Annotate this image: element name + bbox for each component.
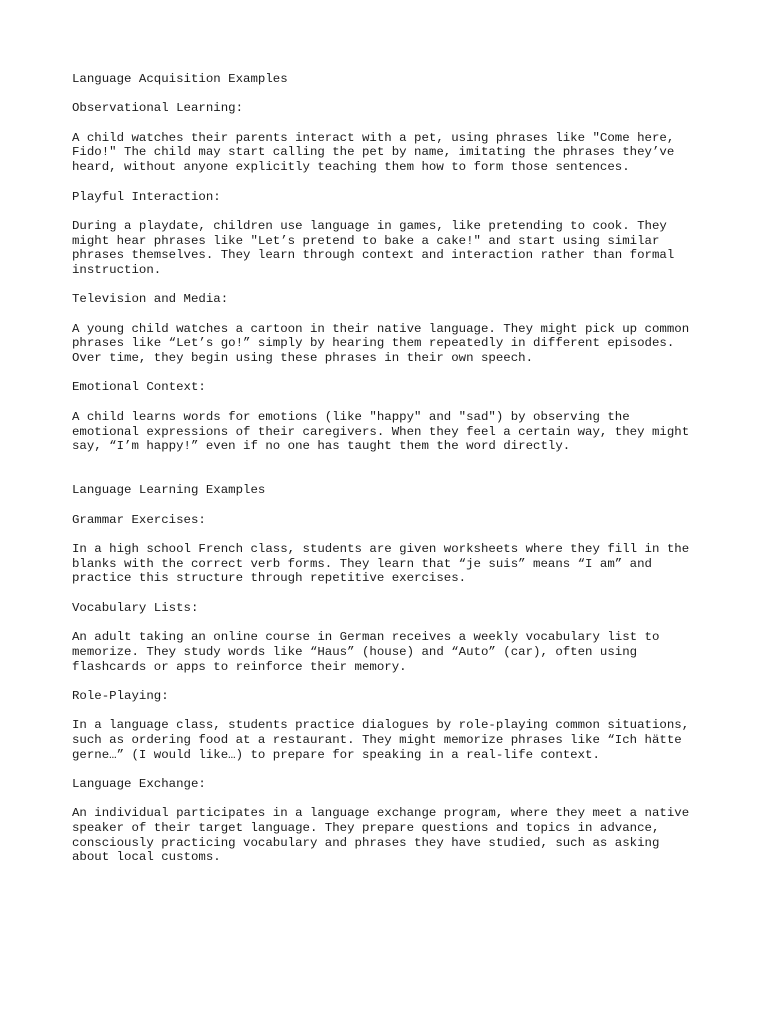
paragraph-line: phrases like “Let’s go!” simply by hearing them repeatedly in different episodes. <box>72 336 675 351</box>
paragraph-line: consciously practicing vocabulary and phrases they have studied, such as asking <box>72 835 660 850</box>
paragraph-line: blanks with the correct verb forms. They learn that “je suis” means “I am” and <box>72 556 652 571</box>
paragraph-line: emotional expressions of their caregivers. When they feel a certain way, they might <box>72 424 690 439</box>
example-heading: Playful Interaction: <box>72 189 221 204</box>
section-title: Language Learning Examples <box>72 483 266 498</box>
paragraph-line: phrases themselves. They learn through context and interaction rather than formal <box>72 248 675 263</box>
paragraph-line: say, “I’m happy!” even if no one has taught them the word directly. <box>72 439 571 454</box>
example-heading: Television and Media: <box>72 292 229 307</box>
example-paragraph <box>72 219 712 278</box>
paragraph-line: speaker of their target language. They prepare questions and topics in advance, <box>72 821 660 836</box>
section-title: Language Acquisition Examples <box>72 72 288 86</box>
example-paragraph <box>72 410 712 454</box>
example-block <box>72 777 712 865</box>
example-block <box>72 513 712 586</box>
paragraph-line: A child learns words for emotions (like "happy" and "sad") by observing the <box>72 409 630 424</box>
example-heading: Role-Playing: <box>72 688 169 703</box>
example-heading: Language Exchange: <box>72 777 206 791</box>
example-heading: Grammar Exercises: <box>72 512 206 527</box>
paragraph-line: An individual participates in a language exchange program, where they meet a native <box>72 806 690 821</box>
section-spacer <box>72 469 712 484</box>
example-paragraph <box>72 542 712 586</box>
example-block <box>72 380 712 453</box>
paragraph-line: memorize. They study words like “Haus” (house) and “Auto” (car), often using <box>72 644 638 659</box>
example-block <box>72 190 712 278</box>
paragraph-line: practice this structure through repetitive exercises. <box>72 571 467 586</box>
paragraph-line: An adult taking an online course in German receives a weekly vocabulary list to <box>72 630 660 645</box>
paragraph-line: heard, without anyone explicitly teaching them how to form those sentences. <box>72 160 630 175</box>
paragraph-line: about local customs. <box>72 850 221 865</box>
example-block <box>72 689 712 762</box>
paragraph-line: A young child watches a cartoon in their native language. They might pick up common <box>72 321 690 336</box>
paragraph-line: In a high school French class, students are given worksheets where they fill in the <box>72 542 690 556</box>
example-paragraph <box>72 131 712 175</box>
example-block <box>72 601 712 674</box>
paragraph-line: flashcards or apps to reinforce their memory. <box>72 659 407 674</box>
example-block <box>72 101 712 174</box>
document-page <box>72 72 712 880</box>
paragraph-line: Over time, they begin using these phrases in their own speech. <box>72 351 534 366</box>
example-heading: Vocabulary Lists: <box>72 600 199 615</box>
paragraph-line: A child watches their parents interact with a pet, using phrases like "Come here, <box>72 130 675 145</box>
paragraph-line: instruction. <box>72 262 162 277</box>
example-paragraph <box>72 806 712 865</box>
example-paragraph <box>72 322 712 366</box>
paragraph-line: Fido!" The child may start calling the pet by name, imitating the phrases they’ve <box>72 145 675 160</box>
example-paragraph <box>72 718 712 762</box>
paragraph-line: During a playdate, children use language in games, like pretending to cook. They <box>72 218 667 233</box>
example-heading: Emotional Context: <box>72 380 206 395</box>
example-heading: Observational Learning: <box>72 101 244 116</box>
paragraph-line: might hear phrases like "Let’s pretend to bake a cake!" and start using similar <box>72 233 660 248</box>
paragraph-line: such as ordering food at a restaurant. They might memorize phrases like “Ich hätte <box>72 732 682 747</box>
example-block <box>72 292 712 365</box>
example-paragraph <box>72 630 712 674</box>
paragraph-line: gerne…” (I would like…) to prepare for speaking in a real-life context. <box>72 747 600 762</box>
paragraph-line: In a language class, students practice dialogues by role-playing common situations, <box>72 718 690 733</box>
